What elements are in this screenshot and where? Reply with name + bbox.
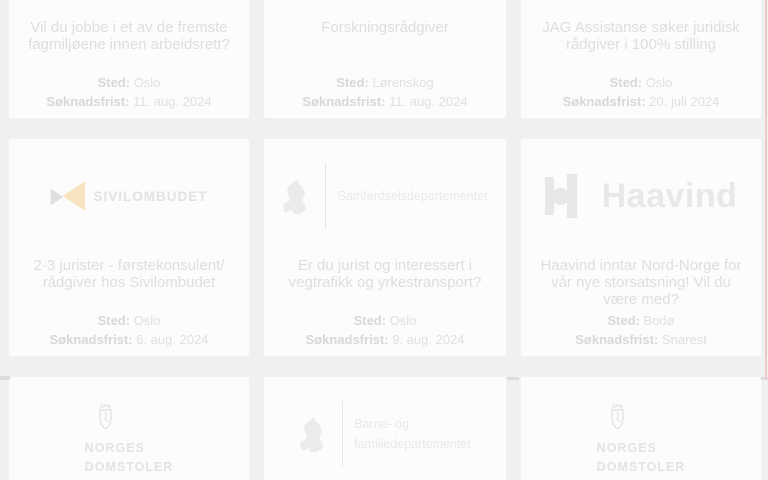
job-title: Vil du jobbe i et av de fremste fagmiljøene innen arbeidsrett? xyxy=(28,19,230,53)
job-meta xyxy=(23,311,235,349)
frist-line xyxy=(535,330,747,349)
norges-domstoler-name-line: DOMSTOLER xyxy=(84,460,174,474)
norges-domstoler-crest-icon xyxy=(609,403,626,434)
barne-og-familiedepartementet-logo xyxy=(299,401,471,467)
sted-label: Sted: xyxy=(353,313,387,328)
employer-logo-area xyxy=(23,0,235,3)
haavind-h-mark-icon xyxy=(545,173,577,219)
right-edge-accent-line xyxy=(765,0,767,380)
samferdselsdepartementet-logo xyxy=(282,163,487,229)
frist-value: 11. aug. 2024 xyxy=(389,94,468,109)
sted-label: Sted: xyxy=(336,75,369,90)
departement-name-line: Samferdselsdepartementet xyxy=(337,189,488,203)
frist-label: Søknadsfrist: xyxy=(575,332,659,347)
norges-domstoler-logo xyxy=(85,403,174,480)
sivilombudet-arrow-left-icon xyxy=(62,181,85,211)
frist-value: 9. aug. 2024 xyxy=(392,332,465,347)
job-title: Haavind inntar Nord-Norge for vår nye storsatsning! Vil du være med? xyxy=(540,257,742,308)
sted-value: Oslo xyxy=(389,313,417,328)
sted-line xyxy=(278,73,492,92)
job-card[interactable] xyxy=(263,0,507,119)
sted-label: Sted: xyxy=(97,75,131,90)
employer-logo-area xyxy=(278,389,492,479)
logo-divider xyxy=(325,163,326,229)
job-meta xyxy=(535,73,747,111)
departement-logo-text xyxy=(354,414,471,454)
bottom-edge-artifact xyxy=(0,376,10,380)
frist-line xyxy=(278,92,492,111)
sivilombudet-logo xyxy=(50,181,207,211)
job-title: JAG Assistanse søker juridisk rådgiver i 100% stilling xyxy=(542,19,740,53)
sted-line xyxy=(535,311,747,330)
job-title: Forskningsrådgiver xyxy=(321,19,449,36)
departement-logo-text xyxy=(337,186,487,206)
haavind-logo-text: Haavind xyxy=(601,176,738,215)
sted-value: Oslo xyxy=(133,313,161,328)
sted-line xyxy=(23,73,235,92)
frist-line xyxy=(23,92,235,111)
sted-label: Sted: xyxy=(97,313,131,328)
sted-value: Oslo xyxy=(645,75,673,90)
employer-logo-area xyxy=(535,389,747,479)
employer-logo-area xyxy=(23,151,235,241)
employer-logo-area xyxy=(278,151,492,241)
departement-name-line: familiedepartementet xyxy=(354,437,471,451)
frist-value: 20. juli 2024 xyxy=(649,94,720,109)
frist-label: Søknadsfrist: xyxy=(46,94,130,109)
norway-lion-crest-icon xyxy=(282,178,314,214)
job-card[interactable] xyxy=(263,138,507,357)
employer-logo-area xyxy=(23,389,235,479)
bottom-edge-artifact xyxy=(507,377,519,380)
frist-line xyxy=(23,330,235,349)
frist-label: Søknadsfrist: xyxy=(562,94,646,109)
norges-domstoler-logo xyxy=(597,403,686,480)
job-title: 2-3 jurister - førstekonsulent/ rådgiver hos Sivilombudet xyxy=(33,257,225,291)
sted-value: Lørenskog xyxy=(372,75,434,90)
job-meta xyxy=(535,311,747,349)
norway-lion-crest-icon xyxy=(299,416,331,452)
logo-divider xyxy=(342,401,343,467)
frist-label: Søknadsfrist: xyxy=(49,332,133,347)
sted-label: Sted: xyxy=(609,75,643,90)
norges-domstoler-name-line: DOMSTOLER xyxy=(596,460,686,474)
sted-line xyxy=(535,73,747,92)
job-card[interactable] xyxy=(520,376,762,480)
sted-label: Sted: xyxy=(607,313,640,328)
sted-value: Bodø xyxy=(643,313,675,328)
job-card[interactable] xyxy=(8,138,250,357)
sted-line xyxy=(23,311,235,330)
job-card[interactable] xyxy=(8,0,250,119)
frist-line xyxy=(278,330,492,349)
sted-value: Oslo xyxy=(133,75,161,90)
job-meta xyxy=(23,73,235,111)
job-meta xyxy=(278,73,492,111)
haavind-logo xyxy=(545,173,738,219)
job-card[interactable] xyxy=(520,138,762,357)
norges-domstoler-crest-icon xyxy=(97,403,114,434)
frist-value: 6. aug. 2024 xyxy=(136,332,209,347)
employer-logo-area xyxy=(535,0,747,3)
job-title: Er du jurist og interessert i vegtrafikk og yrkestransport? xyxy=(288,257,482,291)
job-card[interactable] xyxy=(8,376,250,480)
job-meta xyxy=(278,311,492,349)
sivilombudet-arrow-right-icon xyxy=(50,189,63,206)
frist-label: Søknadsfrist: xyxy=(305,332,389,347)
sivilombudet-logo-text: SIVILOMBUDET xyxy=(93,188,208,204)
norges-domstoler-name-line: NORGES xyxy=(596,441,657,455)
norges-domstoler-logo-text xyxy=(85,439,174,477)
employer-logo-area xyxy=(278,0,492,3)
frist-label: Søknadsfrist: xyxy=(302,94,386,109)
job-card[interactable] xyxy=(263,376,507,480)
employer-logo-area xyxy=(535,151,747,241)
sted-line xyxy=(278,311,492,330)
norges-domstoler-logo-text xyxy=(597,439,686,477)
frist-value: Snarest xyxy=(661,332,707,347)
job-card[interactable] xyxy=(520,0,762,119)
norges-domstoler-name-line: NORGES xyxy=(84,441,145,455)
frist-line xyxy=(535,92,747,111)
job-cards-grid xyxy=(8,0,762,480)
departement-name-line: Barne- og xyxy=(354,417,410,431)
frist-value: 11. aug. 2024 xyxy=(133,94,212,109)
